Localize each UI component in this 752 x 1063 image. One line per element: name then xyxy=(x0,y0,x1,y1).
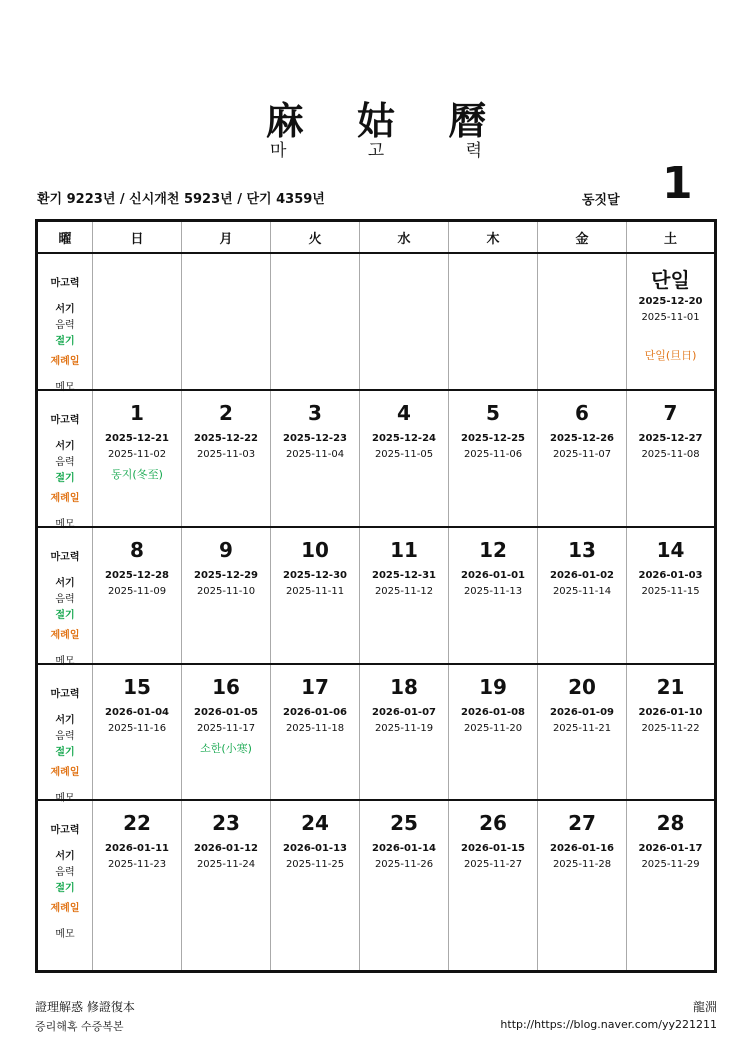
row-label-eumryeok: 음력 xyxy=(55,867,75,879)
day-number: 24 xyxy=(301,811,329,836)
lunar-date: 2025-11-21 xyxy=(552,722,612,734)
gregorian-date: 2026-01-12 xyxy=(194,843,258,855)
gregorian-date: 2026-01-17 xyxy=(638,843,703,855)
gregorian-date: 2025-12-31 xyxy=(372,569,436,581)
day-number: 27 xyxy=(568,811,596,836)
day-cell[interactable] xyxy=(271,664,360,801)
footer-motto-hangul: 증리해혹 수증복본 xyxy=(35,1020,124,1033)
day-number: 2 xyxy=(219,400,233,425)
gregorian-date: 2025-12-24 xyxy=(372,432,436,444)
row-label-magoryeok: 마고력 xyxy=(50,278,80,289)
row-label-magoryeok: 마고력 xyxy=(50,551,80,563)
day-cell[interactable] xyxy=(271,527,360,664)
day-number: 11 xyxy=(390,537,418,562)
gregorian-date: 2025-12-20 xyxy=(638,296,703,307)
gregorian-date: 2025-12-26 xyxy=(550,432,614,444)
day-cell[interactable] xyxy=(538,664,627,801)
day-number: 15 xyxy=(123,674,151,699)
lunar-date: 2025-11-25 xyxy=(285,859,345,871)
row-label-jeryeil: 제례일 xyxy=(50,629,80,641)
day-number: 9 xyxy=(219,537,233,562)
row-label-seogi: 서기 xyxy=(55,577,75,589)
row-label-memo: 메모 xyxy=(55,929,75,941)
lunar-date: 2025-11-05 xyxy=(374,448,434,460)
row-label-cell xyxy=(37,527,93,667)
lunar-date: 2025-11-14 xyxy=(552,585,612,597)
weekday-header: 月 xyxy=(182,221,271,254)
day-number: 3 xyxy=(308,400,322,425)
gregorian-date: 2026-01-06 xyxy=(283,706,347,718)
row-label-cell xyxy=(37,390,93,530)
footer-author: 龍淵 xyxy=(692,1000,717,1014)
lunar-date: 2025-11-12 xyxy=(374,585,434,597)
day-cell[interactable] xyxy=(182,390,271,527)
row-label-magoryeok: 마고력 xyxy=(50,414,80,426)
day-number: 16 xyxy=(212,674,240,699)
lunar-date: 2025-11-11 xyxy=(285,585,345,597)
row-label-eumryeok: 음력 xyxy=(55,593,75,605)
row-label-seogi: 서기 xyxy=(55,714,75,726)
lunar-date: 2025-11-01 xyxy=(641,312,700,323)
row-label-jeryeil: 제례일 xyxy=(50,903,80,915)
week-row xyxy=(37,664,716,801)
row-label-memo: 메모 xyxy=(55,518,75,530)
weekday-header: 水 xyxy=(360,221,449,254)
solar-term: 동지(冬至) xyxy=(111,467,163,481)
lunar-date: 2025-11-20 xyxy=(463,722,523,734)
gregorian-date: 2025-12-22 xyxy=(194,432,258,444)
day-number: 20 xyxy=(568,674,596,699)
row-label-jeryeil: 제례일 xyxy=(50,356,80,367)
day-number: 25 xyxy=(390,811,418,836)
lunar-date: 2025-11-10 xyxy=(196,585,256,597)
festival-day: 단일(旦日) xyxy=(644,349,697,362)
row-label-seogi: 서기 xyxy=(55,851,75,863)
weekday-header: 火 xyxy=(271,221,360,254)
lunar-date: 2025-11-17 xyxy=(196,722,256,734)
weekday-header: 曜 xyxy=(37,221,93,254)
day-number: 12 xyxy=(479,537,507,562)
day-cell[interactable] xyxy=(360,800,449,971)
day-cell[interactable] xyxy=(182,664,271,801)
lunar-date: 2025-11-19 xyxy=(374,722,434,734)
row-label-magoryeok: 마고력 xyxy=(50,825,80,837)
lunar-date: 2025-11-29 xyxy=(641,859,700,871)
calendar-subtitle: 마 고 력 xyxy=(269,141,521,161)
lunar-date: 2025-11-04 xyxy=(285,448,345,460)
day-cell[interactable] xyxy=(360,664,449,801)
gregorian-date: 2026-01-08 xyxy=(461,706,525,718)
day-number: 14 xyxy=(656,537,685,562)
gregorian-date: 2026-01-09 xyxy=(550,706,614,718)
gregorian-date: 2026-01-15 xyxy=(461,843,525,855)
day-number: 18 xyxy=(390,674,418,699)
day-cell[interactable] xyxy=(360,527,449,664)
weekday-header-row xyxy=(37,221,716,254)
day-number: 21 xyxy=(656,674,685,699)
month-number: 1 xyxy=(662,158,693,209)
row-label-cell xyxy=(37,664,93,804)
day-cell[interactable] xyxy=(538,800,627,971)
era-year-line: 환기 9223년 / 신시개천 5923년 / 단기 4359년 xyxy=(37,192,325,207)
day-number: 4 xyxy=(397,400,411,425)
lunar-date: 2025-11-26 xyxy=(374,859,434,871)
day-cell[interactable] xyxy=(360,390,449,527)
month-name: 동짓달 xyxy=(582,193,620,208)
week-row xyxy=(37,800,716,971)
row-label-memo: 메모 xyxy=(55,382,75,393)
day-cell[interactable] xyxy=(182,253,271,390)
calendar-grid xyxy=(35,219,717,973)
day-cell[interactable] xyxy=(538,390,627,527)
gregorian-date: 2026-01-14 xyxy=(372,843,436,855)
day-number: 17 xyxy=(301,674,329,699)
row-label-jeryeil: 제례일 xyxy=(50,766,80,778)
lunar-date: 2025-11-15 xyxy=(641,585,700,597)
day-number: 23 xyxy=(212,811,240,836)
day-cell[interactable] xyxy=(449,664,538,801)
day-cell[interactable] xyxy=(93,390,182,527)
day-cell[interactable] xyxy=(271,800,360,971)
day-cell[interactable] xyxy=(360,253,449,390)
weekday-header: 金 xyxy=(538,221,627,254)
gregorian-date: 2026-01-10 xyxy=(638,706,703,718)
day-cell[interactable] xyxy=(271,390,360,527)
day-number: 19 xyxy=(479,674,507,699)
row-label-cell xyxy=(37,800,93,971)
day-cell[interactable] xyxy=(627,527,716,664)
lunar-date: 2025-11-27 xyxy=(463,859,523,871)
solar-term: 소한(小寒) xyxy=(200,741,252,755)
row-label-magoryeok: 마고력 xyxy=(50,688,80,700)
gregorian-date: 2026-01-02 xyxy=(550,569,614,581)
day-number: 6 xyxy=(575,400,589,425)
week-row xyxy=(37,390,716,527)
gregorian-date: 2026-01-03 xyxy=(638,569,703,581)
day-cell[interactable] xyxy=(449,390,538,527)
gregorian-date: 2026-01-11 xyxy=(105,843,169,855)
day-number: 13 xyxy=(568,537,596,562)
lunar-date: 2025-11-06 xyxy=(463,448,523,460)
gregorian-date: 2026-01-04 xyxy=(105,706,169,718)
row-label-jeolgi: 절기 xyxy=(55,472,75,484)
day-number: 28 xyxy=(656,811,685,836)
day-number: 7 xyxy=(663,400,678,425)
day-cell[interactable] xyxy=(627,664,716,801)
week-row xyxy=(37,253,716,390)
lunar-date: 2025-11-24 xyxy=(196,859,256,871)
row-label-eumryeok: 음력 xyxy=(55,456,75,468)
day-cell[interactable] xyxy=(93,253,182,390)
weekday-header: 日 xyxy=(93,221,182,254)
day-cell[interactable] xyxy=(627,800,716,971)
row-label-memo: 메모 xyxy=(55,655,75,667)
day-cell[interactable] xyxy=(182,527,271,664)
gregorian-date: 2025-12-29 xyxy=(194,569,258,581)
day-cell[interactable] xyxy=(93,800,182,971)
lunar-date: 2025-11-13 xyxy=(463,585,523,597)
lunar-date: 2025-11-22 xyxy=(641,722,700,734)
row-label-jeolgi: 절기 xyxy=(55,609,75,621)
day-number: 22 xyxy=(123,811,151,836)
gregorian-date: 2025-12-21 xyxy=(105,432,169,444)
day-cell[interactable] xyxy=(627,390,716,527)
gregorian-date: 2026-01-07 xyxy=(372,706,436,718)
weekday-header: 土 xyxy=(627,221,716,254)
lunar-date: 2025-11-16 xyxy=(107,722,167,734)
day-cell[interactable] xyxy=(627,253,716,390)
day-cell[interactable] xyxy=(449,800,538,971)
calendar-title: 麻 姑 曆 xyxy=(265,99,507,143)
weekday-header: 木 xyxy=(449,221,538,254)
day-number: 10 xyxy=(301,537,329,562)
day-cell[interactable] xyxy=(538,527,627,664)
gregorian-date: 2026-01-16 xyxy=(550,843,614,855)
day-number: 단일 xyxy=(651,268,690,292)
day-number: 1 xyxy=(130,400,144,425)
gregorian-date: 2025-12-25 xyxy=(461,432,525,444)
day-cell[interactable] xyxy=(538,253,627,390)
day-cell[interactable] xyxy=(93,664,182,801)
gregorian-date: 2025-12-28 xyxy=(105,569,169,581)
lunar-date: 2025-11-08 xyxy=(641,448,700,460)
week-row xyxy=(37,527,716,664)
day-cell[interactable] xyxy=(93,527,182,664)
day-cell[interactable] xyxy=(449,527,538,664)
row-label-jeolgi: 절기 xyxy=(55,746,75,758)
day-number: 26 xyxy=(479,811,507,836)
gregorian-date: 2026-01-13 xyxy=(283,843,347,855)
row-label-memo: 메모 xyxy=(55,792,75,804)
row-label-jeolgi: 절기 xyxy=(55,883,75,895)
lunar-date: 2025-11-18 xyxy=(285,722,345,734)
row-label-jeolgi: 절기 xyxy=(55,336,75,347)
gregorian-date: 2026-01-01 xyxy=(461,569,525,581)
row-label-seogi: 서기 xyxy=(55,304,75,315)
day-cell[interactable] xyxy=(271,253,360,390)
gregorian-date: 2025-12-27 xyxy=(638,432,703,444)
lunar-date: 2025-11-09 xyxy=(107,585,167,597)
day-cell[interactable] xyxy=(449,253,538,390)
row-label-eumryeok: 음력 xyxy=(55,320,75,331)
footer-blog-link[interactable]: http://https://blog.naver.com/yy221211 xyxy=(500,1018,717,1031)
footer-motto-hanja: 證理解惑 修證復本 xyxy=(35,1000,135,1014)
row-label-eumryeok: 음력 xyxy=(55,730,75,742)
gregorian-date: 2026-01-05 xyxy=(194,706,258,718)
day-number: 5 xyxy=(486,400,500,425)
row-label-seogi: 서기 xyxy=(55,440,75,452)
lunar-date: 2025-11-23 xyxy=(107,859,167,871)
gregorian-date: 2025-12-30 xyxy=(283,569,347,581)
lunar-date: 2025-11-02 xyxy=(107,448,167,460)
lunar-date: 2025-11-28 xyxy=(552,859,612,871)
lunar-date: 2025-11-07 xyxy=(552,448,612,460)
row-label-cell xyxy=(37,253,93,393)
row-label-jeryeil: 제례일 xyxy=(50,492,80,504)
lunar-date: 2025-11-03 xyxy=(196,448,256,460)
day-cell[interactable] xyxy=(182,800,271,971)
day-number: 8 xyxy=(130,537,144,562)
gregorian-date: 2025-12-23 xyxy=(283,432,347,444)
